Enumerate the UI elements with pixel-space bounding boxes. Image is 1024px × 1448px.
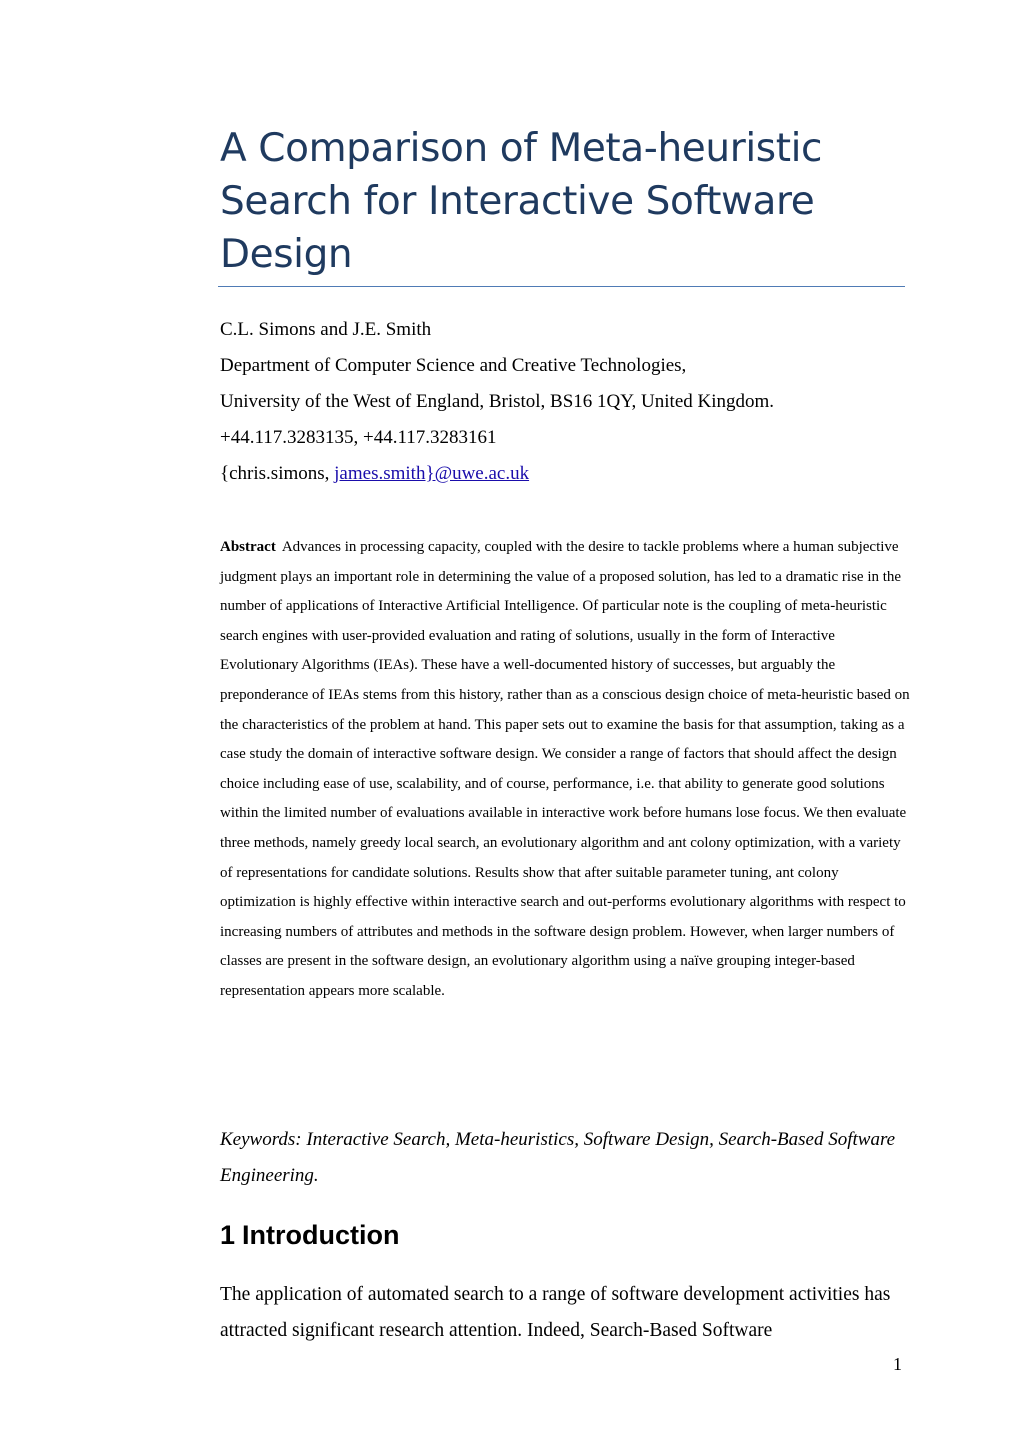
author-phones: +44.117.3283135, +44.117.3283161 — [220, 427, 497, 448]
section-number: 1 — [220, 1220, 236, 1250]
author-block — [220, 312, 910, 492]
page-number: 1 — [893, 1354, 902, 1374]
author-department: Department of Computer Science and Creative Technologies, — [220, 355, 687, 376]
abstract — [220, 533, 910, 1007]
email-prefix: {chris.simons, — [220, 463, 335, 484]
abstract-text: Advances in processing capacity, coupled with the desire to tackle problems where a human subjective judgment plays an important role in determining the value of a proposed solution, has led to a dramatic rise in the number of applications of Interactive Artificial Intelligence. Of particular note is the coupling of meta-heuristic search engines with user-provided evaluation and rating of solutions, usually in the form of Interactive Evolutionary Algorithms (IEAs). These have a well-documented history of successes, but arguably the preponderance of IEAs stems from this history, rather than as a conscious design choice of meta-heuristic based on the characteristics of the problem at hand. This paper sets out to examine the basis for that assumption, taking as a case study the domain of interactive software design. We consider a range of factors that should affect the design choice including ease of use, scalability, and of course, performance, i.e. that ability to generate good solutions within the limited number of evaluations available in interactive work before humans lose focus. We then evaluate three methods, namely greedy local search, an evolutionary algorithm and ant colony optimization, with a variety of representations for candidate solutions. Results show that after suitable parameter tuning, ant colony optimization is highly effective within interactive search and out-performs evolutionary algorithms with respect to increasing numbers of attributes and methods in the software design problem. However, when larger numbers of classes are present in the software design, an evolutionary algorithm using a naïve grouping integer-based representation appears more scalable. — [220, 539, 910, 999]
author-names: C.L. Simons and J.E. Smith — [220, 319, 432, 340]
section-heading-introduction — [220, 1215, 400, 1255]
keywords: Keywords: Interactive Search, Meta-heuristics, Software Design, Search-Based Software Engineering. — [220, 1129, 896, 1186]
email-link[interactable]: james.smith}@uwe.ac.uk — [334, 463, 530, 484]
introduction-paragraph: The application of automated search to a range of software development activities has attracted significant research attention. Indeed, Search-Based Software — [220, 1284, 891, 1341]
abstract-label: Abstract — [220, 539, 276, 555]
section-title: Introduction — [242, 1220, 400, 1250]
title-divider — [218, 286, 905, 287]
author-address: University of the West of England, Bristol, BS16 1QY, United Kingdom. — [220, 391, 775, 412]
author-emails — [220, 456, 910, 492]
paper-title: A Comparison of Meta-heuristic Search for Interactive Software Design — [220, 126, 823, 277]
